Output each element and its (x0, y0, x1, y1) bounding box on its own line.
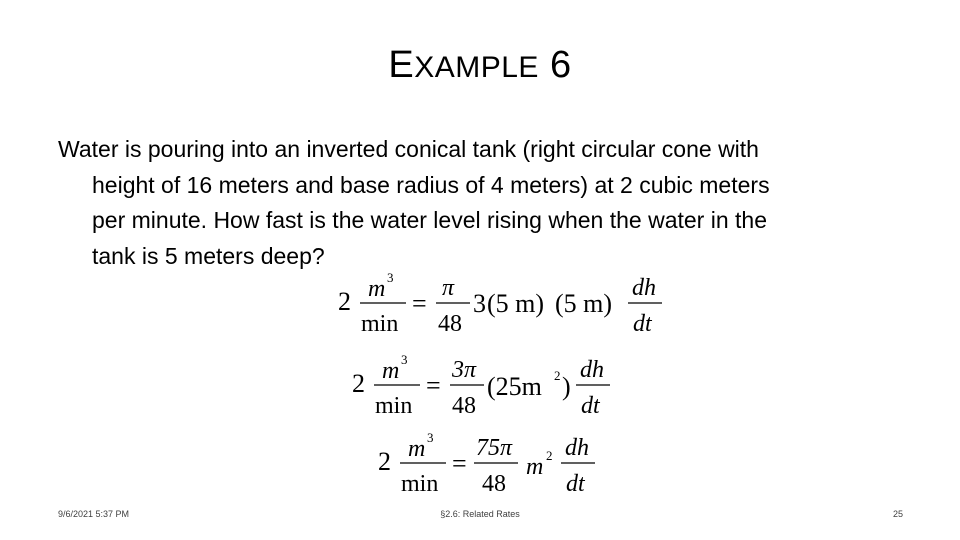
eq2-num: m (382, 358, 400, 384)
eq1-dh: dh (632, 275, 656, 301)
eq3-m2: m (526, 454, 544, 480)
eq3-den: min (401, 471, 439, 497)
title-initial: E (388, 44, 415, 86)
eq2-dt: dt (581, 393, 600, 419)
eq2-coef: 2 (352, 369, 365, 398)
eq1-48: 48 (438, 311, 462, 337)
eq3-exp: 3 (427, 430, 434, 445)
footer-date: 9/6/2021 5:37 PM (58, 509, 130, 519)
eq3-equals: = (452, 449, 467, 478)
eq1-term2: (5 m) (555, 289, 613, 318)
problem-statement (58, 132, 918, 274)
eq3-48: 48 (482, 471, 506, 497)
eq2-close: ) (562, 372, 571, 401)
eq3-dh: dh (565, 435, 589, 461)
eq1-coef: 2 (338, 287, 351, 316)
eq2-exp: 3 (401, 352, 408, 367)
body-line: Water is pouring into an inverted conical tank (right circular cone with (58, 136, 759, 162)
eq1-den: min (361, 311, 399, 337)
eq3-dt: dt (566, 471, 585, 497)
eq2-equals: = (426, 371, 441, 400)
eq1-equals: = (412, 289, 427, 318)
footer-page-number: 25 (892, 509, 903, 519)
body-line: tank is 5 meters deep? (92, 242, 325, 269)
eq2-den: min (375, 393, 413, 419)
eq3-75pi: 75π (476, 435, 513, 461)
eq2-48: 48 (452, 393, 476, 419)
eq1-exp: 3 (387, 270, 394, 285)
title-number: 6 (550, 44, 572, 86)
footer-section: §2.6: Related Rates (440, 509, 520, 519)
eq1-pi: π (442, 275, 455, 301)
eq1-three: 3 (473, 289, 486, 318)
body-line: height of 16 meters and base radius of 4 meters) at 2 cubic meters (92, 171, 770, 198)
eq2-term: (25m (487, 372, 542, 401)
title-word: XAMPLE (414, 51, 539, 84)
eq1-dt: dt (633, 311, 652, 337)
eq3-num: m (408, 436, 426, 462)
equation-1 (330, 268, 670, 338)
eq2-3pi: 3π (452, 357, 477, 383)
equation-2 (344, 350, 624, 422)
eq2-exp2: 2 (554, 368, 561, 383)
eq3-coef: 2 (378, 447, 391, 476)
body-line: per minute. How fast is the water level rising when the water in the (92, 207, 767, 233)
eq2-dh: dh (580, 357, 604, 383)
equation-3 (370, 428, 610, 500)
eq1-term1: (5 m) (487, 289, 545, 318)
eq1-num: m (368, 276, 386, 302)
eq3-exp2: 2 (546, 448, 553, 463)
slide-title (0, 44, 960, 87)
